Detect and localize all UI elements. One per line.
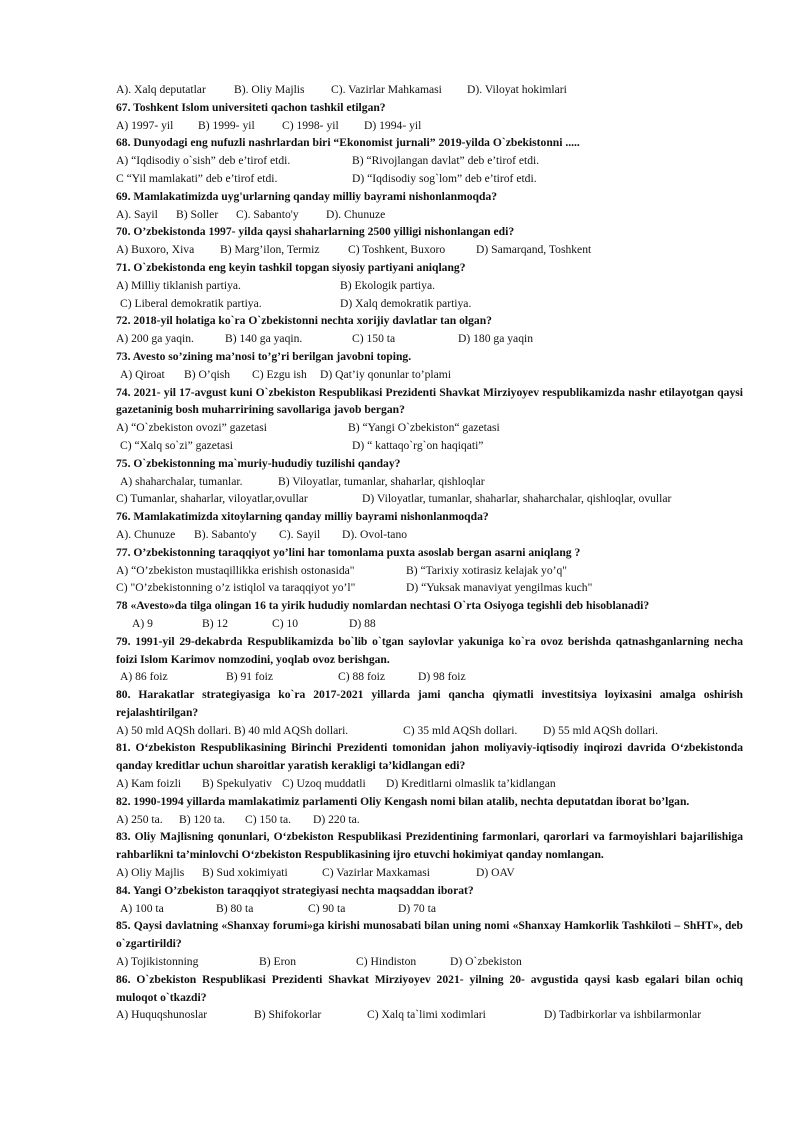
answer-options-row [116,900,743,918]
answer-option: A) Huquqshunoslar [116,1008,208,1022]
answer-option: D) Tadbirkorlar va ishbilarmonlar [544,1008,702,1022]
answer-option: D) 180 ga yaqin [458,332,534,346]
answer-option: B) Marg’ilon, Termiz [220,243,320,257]
answer-option: C) Uzoq muddatli [282,777,366,791]
answer-options-row [116,330,743,348]
answer-option: A) “O’zbekiston mustaqillikka erishish ostonasida" [116,563,355,577]
answer-option: C) Xalq ta`limi xodimlari [367,1008,486,1022]
answer-option: A) shaharchalar, tumanlar. [120,474,243,488]
answer-option: C) Hindiston [356,955,417,969]
answer-option: A) 1997- yil [116,118,174,132]
answer-option: B) 80 ta [216,901,254,915]
question-text: 67. Toshkent Islom universiteti qachon tashkil etilgan? [116,100,386,114]
answer-option: A) 86 foiz [120,670,168,684]
answer-option: B). Oliy Majlis [234,83,305,96]
answer-options-row [116,615,743,633]
answer-option: D) Samarqand, Toshkent [476,243,592,257]
answer-option: D) “Iqdisodiy sog`lom” deb e’tirof etdi. [352,171,537,185]
answer-option: C). Sabanto'y [236,207,299,221]
answer-option: A) Qiroat [120,367,165,381]
answer-option: D) Xalq demokratik partiya. [340,296,472,310]
answer-option: A) 250 ta. [116,812,163,826]
answer-option: C). Vazirlar Mahkamasi [331,83,442,96]
answer-options-row [116,473,743,491]
answer-options-row [116,277,743,295]
answer-option: C) Liberal demokratik partiya. [120,296,262,310]
question-text: 70. O’zbekistonda 1997- yilda qaysi shaharlarning 2500 yilligi nishonlangan edi? [116,225,515,239]
answer-options-row [116,953,743,971]
answer-option: A). Sayil [116,207,158,221]
answer-options-row [116,152,743,170]
answer-option: A) “O`zbekiston ovozi” gazetasi [116,421,267,435]
answer-options-row [116,170,743,188]
answer-option: D) 1994- yil [364,118,422,132]
answer-option: B) Viloyatlar, tumanlar, shaharlar, qishloqlar [278,474,485,488]
answer-option: B) 91 foiz [226,670,274,684]
answer-option: A) 9 [132,616,153,630]
question-text: 68. Dunyodagi eng nufuzli nashrlardan biri “Ekonomist jurnali” 2019-yilda O`zbekistonni ..... [116,136,580,150]
question-text: 71. O`zbekistonda eng keyin tashkil topgan siyosiy partiyani aniqlang? [116,260,466,274]
answer-option: A) Milliy tiklanish partiya. [116,278,241,292]
answer-option: B) Spekulyativ [202,777,272,791]
answer-option: B) “Yangi O`zbekiston“ gazetasi [348,421,500,435]
question-text: 76. Mamlakatimizda xitoylarning qanday milliy bayrami nishonlanmoqda? [116,510,489,524]
answer-options-row [116,206,743,224]
answer-option: C) "O’zbekistonning o’z istiqlol va taraqqiyot yo’l" [116,581,356,595]
answer-option: D) 220 ta. [313,812,360,826]
question-text: 69. Mamlakatimizda uyg'urlarning qanday milliy bayrami nishonlanmoqda? [116,189,498,203]
answer-option: C) 35 mld AQSh dollari. [403,723,518,737]
question-text: 82. 1990-1994 yillarda mamlakatimiz parlamenti Oliy Kengash nomi bilan atalib, nechta deputatdan iborat bo’lgan. [116,794,690,808]
answer-option: C) 90 ta [308,901,346,915]
answer-option: C) Tumanlar, shaharlar, viloyatlar,ovullar [116,492,308,506]
answer-option: B) Shifokorlar [254,1008,322,1022]
question-text: 78 «Avesto»da tilga olingan 16 ta yirik hududiy nomlardan nechtasi O`rta Osiyoga tegishli deb hisoblanadi? [116,599,650,613]
answer-option: D) “ kattaqo`rg`on haqiqati” [352,438,484,452]
answer-option: C) Ezgu ish [252,367,307,381]
answer-option: D) 88 [349,616,376,630]
answer-options-row [116,722,743,740]
answer-option: B) Sud xokimiyati [202,866,288,880]
answer-options-row [116,366,743,384]
question-text: 83. Oliy Majlisning qonunlari, O‘zbekiston Respublikasi Prezidentining farmonlari, qarorlari va farmoyishlari bajarilishiga rahbarlikni ta’minlovchi O‘zbekiston Respublikasining ijro etuvchi hokimiyat qanday nomlangan. [116,830,743,862]
test-page [116,81,743,1024]
answer-option: D) Qat’iy qonunlar to’plami [320,367,452,381]
answer-option: A). Xalq deputatlar [116,83,206,96]
question-text: 74. 2021- yil 17-avgust kuni O`zbekiston Respublikasi Prezidenti Shavkat Mirziyoyev respublikamizda nashr etilayotgan qaysi gazetaninig bosh muharririning savollariga javob bergan? [116,385,743,417]
question-text: 84. Yangi O’zbekiston taraqqiyot strategiyasi nechta maqsaddan iborat? [116,883,474,897]
answer-options-row [116,117,743,135]
answer-options-row [116,241,743,259]
answer-option: B) “Rivojlangan davlat” deb e’tirof etdi. [352,154,540,168]
answer-options-row [116,437,743,455]
answer-option: B) 120 ta. [179,812,226,826]
answer-option: C) “Xalq so`zi” gazetasi [120,438,233,452]
answer-option: C) 10 [272,616,299,630]
answer-options-row [116,579,743,597]
answer-option: B) O’qish [184,367,231,381]
answer-option: B) Eron [259,955,297,969]
answer-option: B) Ekologik partiya. [340,278,435,292]
answer-option: A) Buxoro, Xiva [116,243,195,257]
answer-options-row [116,526,743,544]
question-text: 77. O’zbekistonning taraqqiyot yo’lini har tomonlama puxta asoslab bergan asarni aniqlang ? [116,545,581,559]
answer-option: A) Oliy Majlis [116,866,185,880]
answer-options-row [116,1006,743,1024]
answer-options-row [116,490,743,508]
answer-option: A) 50 mld AQSh dollari. B) 40 mld AQSh dollari. [116,723,349,737]
answer-options-row [116,81,743,99]
question-text: 85. Qaysi davlatning «Shanxay forumi»ga kirishi munosabati bilan uning nomi «Shanxay Hamkorlik Tashkiloti – ShHT», deb o`zgartirildi? [116,919,743,951]
answer-option: D). Chunuze [326,207,386,221]
answer-option: D) “Yuksak manaviyat yengilmas kuch" [406,581,593,595]
question-text: 72. 2018-yil holatiga ko`ra O`zbekistonni nechta xorijiy davlatlar tan olgan? [116,314,492,328]
answer-option: A) Kam foizli [116,777,182,791]
answer-option: A). Chunuze [116,527,176,541]
question-text: 80. Harakatlar strategiyasiga ko`ra 2017-2021 yillarda jami qancha qiymatli investitsiya loyixasini amalga oshirish rejalashtirilgan? [116,688,743,719]
answer-options-row [116,668,743,686]
answer-options-row [116,562,743,580]
question-text: 79. 1991-yil 29-dekabrda Respublikamizda bo`lib o`tgan saylovlar yakuniga ko`ra ovoz berishda qatnashganlarning necha foizi Islom Karimov nomzodini, yoqlab ovoz berishgan. [116,634,743,666]
question-text: 81. O‘zbekiston Respublikasining Birinchi Prezidenti tomonidan jahon moliyaviy-iqtisodiy inqirozi davrida O‘zbekistonda qanday kreditlar uchun sharoitlar yaratish kerakligi ta’kidlangan edi? [116,741,743,773]
answer-options-row [116,775,743,793]
answer-option: A) Tojikistonning [116,955,199,969]
answer-option: A) 200 ga yaqin. [116,332,194,346]
question-text: 75. O`zbekistonning ma`muriy-hududiy tuzilishi qanday? [116,456,401,470]
answer-option: B) 140 ga yaqin. [225,332,303,346]
answer-option: A) 100 ta [120,901,164,915]
answer-option: B). Sabanto'y [194,527,257,541]
answer-option: D) 55 mld AQSh dollari. [543,723,658,737]
answer-option: D) Kreditlarni olmaslik ta’kidlangan [386,777,556,791]
answer-option: C) Vazirlar Maxkamasi [322,866,430,880]
answer-option: D) OAV [476,866,515,880]
answer-option: D) 98 foiz [418,670,466,684]
answer-option: B) 1999- yil [198,118,255,132]
answer-option: C) 150 ta. [245,812,292,826]
question-text: 86. O`zbekiston Respublikasi Prezidenti Shavkat Mirziyoyev 2021- yilning 20- avgustida qaysi kasb egalari bilan ochiq muloqot o`tkazdi? [116,972,743,1004]
answer-option: D) Viloyatlar, tumanlar, shaharlar, shaharchalar, qishloqlar, ovullar [362,492,672,506]
answer-options-row [116,864,743,882]
answer-option: A) “Iqdisodiy o`sish” deb e’tirof etdi. [116,154,291,168]
answer-option: B) “Tarixiy xotirasiz kelajak yo’q" [406,563,568,577]
answer-option: D) 70 ta [398,901,436,915]
question-text: 73. Avesto so’zining ma’nosi to’g’ri berilgan javobni toping. [116,349,412,363]
answer-option: D). Viloyat hokimlari [467,83,567,96]
answer-option: C). Sayil [279,527,321,541]
answer-option: C) 1998- yil [282,118,339,132]
answer-option: B) Soller [176,207,219,221]
answer-option: C) 88 foiz [338,670,386,684]
answer-option: D) O`zbekiston [450,955,522,969]
answer-option: D). Ovol-tano [342,527,408,541]
answer-options-row [116,419,743,437]
answer-option: C) 150 ta [352,332,396,346]
answer-option: C) Toshkent, Buxoro [348,243,446,257]
answer-options-row [116,811,743,829]
answer-option: C “Yil mamlakati” deb e’tirof etdi. [116,171,278,185]
answer-option: B) 12 [202,616,229,630]
answer-options-row [116,295,743,313]
